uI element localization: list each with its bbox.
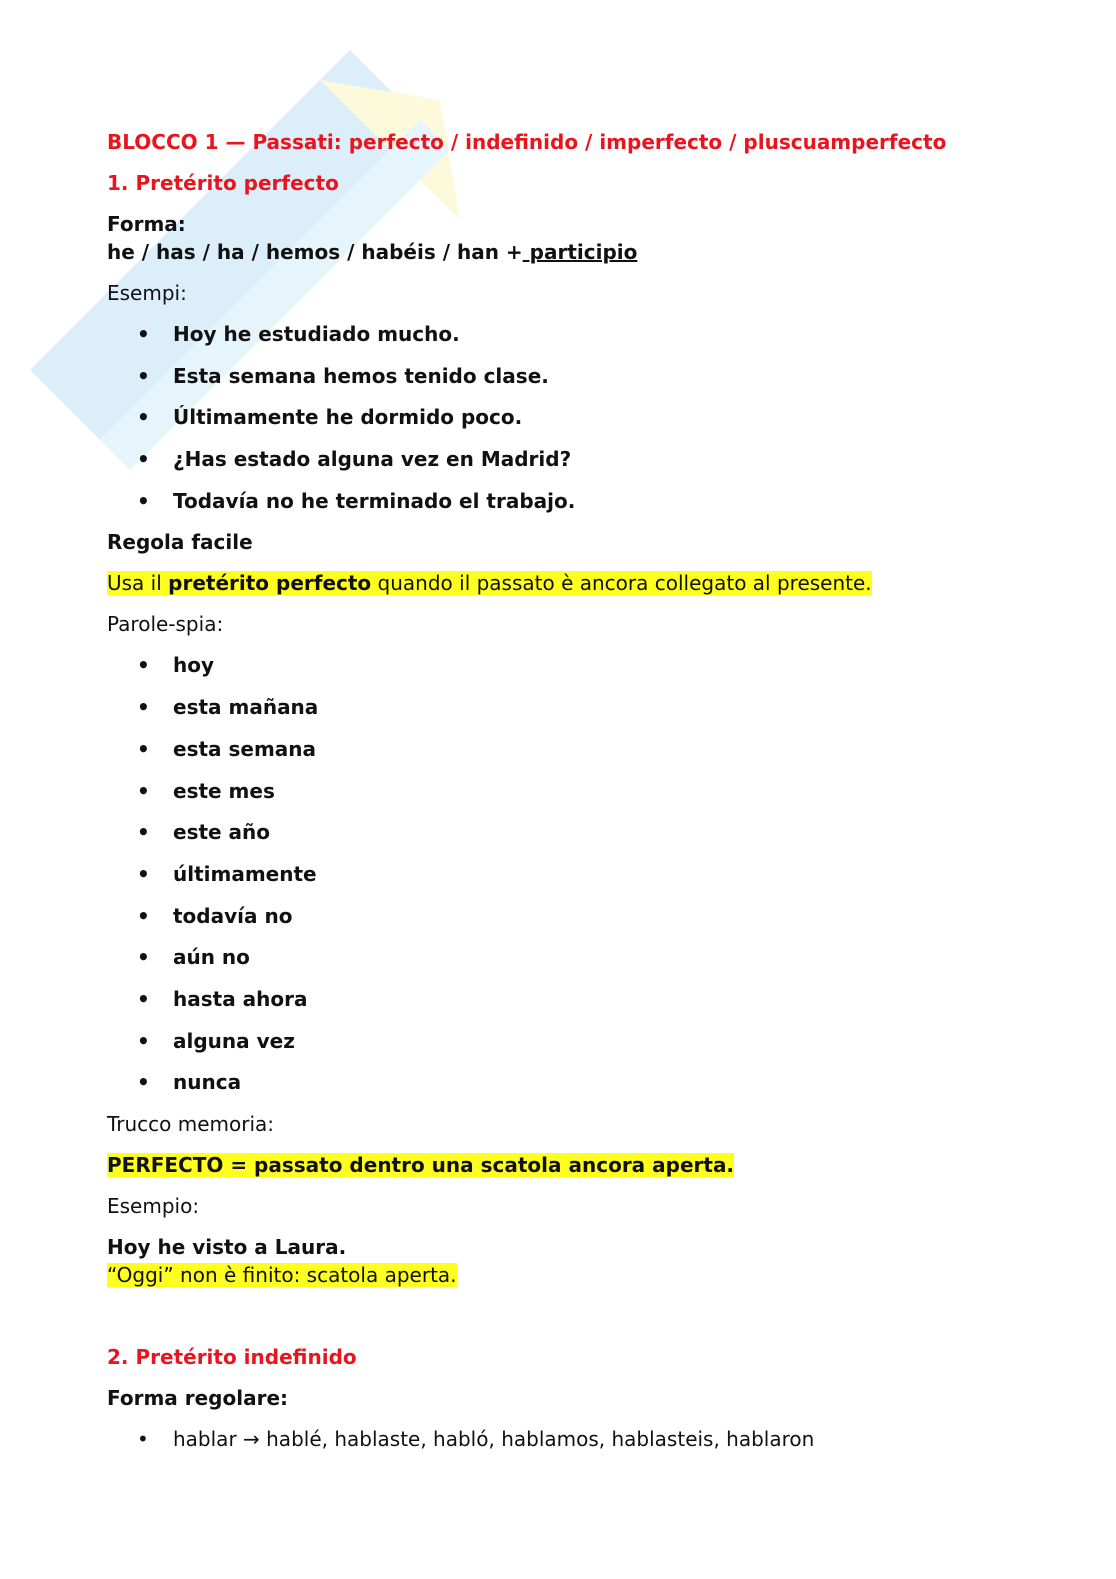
examples-list: [107, 320, 1027, 528]
bullet: •: [137, 945, 150, 970]
esempio-bold: Hoy he visto a Laura.: [107, 1235, 347, 1259]
list-item: [107, 445, 1027, 487]
list-item: [107, 362, 1027, 404]
conjugation-text: hablar → hablé, hablaste, habló, hablamos, hablasteis, hablaron: [173, 1427, 815, 1451]
list-item: [107, 1068, 1027, 1110]
parola-text: últimamente: [173, 861, 317, 886]
parola-text: hoy: [173, 653, 215, 678]
list-item: [107, 403, 1027, 445]
bullet: •: [137, 405, 150, 430]
bullet: •: [137, 695, 150, 720]
list-item: [107, 1425, 1027, 1467]
esempio-note: “Oggi” non è finito: scatola aperta.: [107, 1263, 457, 1287]
bullet: •: [137, 1028, 150, 1053]
example-text: Hoy he estudiado mucho.: [173, 322, 460, 346]
parola-text: esta mañana: [173, 695, 319, 720]
example-text: ¿Has estado alguna vez en Madrid?: [173, 447, 572, 472]
parola-text: aún no: [173, 945, 250, 970]
section-heading-indefinido: 2. Pretérito indefinido: [107, 1345, 357, 1369]
bullet: •: [137, 322, 150, 346]
list-item: [107, 818, 1027, 860]
regola-pre: Usa il: [107, 571, 169, 596]
parole-list: [107, 651, 1027, 1110]
bullet: •: [137, 1427, 149, 1451]
forma-line: [107, 238, 1027, 266]
bullet: •: [137, 820, 150, 845]
bullet: •: [137, 653, 150, 678]
forma-regolare-label: Forma regolare:: [107, 1386, 289, 1410]
list-item: [107, 693, 1027, 735]
parola-text: hasta ahora: [173, 986, 308, 1011]
bullet: •: [137, 488, 150, 513]
list-item: [107, 985, 1027, 1027]
list-item: [107, 902, 1027, 944]
list-item: [107, 320, 1027, 362]
example-text: Últimamente he dormido poco.: [173, 405, 523, 430]
esempio-label: Esempio:: [107, 1194, 200, 1218]
forma-text: he / has / ha / hemos / habéis / han +: [107, 240, 523, 264]
document-content: [107, 128, 1027, 1467]
esempio-note-line: [107, 1261, 1027, 1289]
bullet: •: [137, 903, 150, 928]
forma-label: Forma:: [107, 212, 186, 236]
bullet: •: [137, 986, 150, 1011]
esempi-label: Esempi:: [107, 281, 187, 305]
bullet: •: [137, 736, 150, 761]
section-heading-perfecto: 1. Pretérito perfecto: [107, 171, 339, 195]
trucco-text: PERFECTO = passato dentro una scatola ancora aperta.: [107, 1153, 735, 1177]
document-title: BLOCCO 1 — Passati: perfecto / indefinido / imperfecto / pluscuamperfecto: [107, 130, 947, 154]
parola-text: nunca: [173, 1070, 242, 1095]
parola-text: todavía no: [173, 903, 293, 928]
parole-label: Parole-spia:: [107, 612, 224, 637]
parola-text: esta semana: [173, 736, 317, 761]
list-item: [107, 1027, 1027, 1069]
list-item: [107, 777, 1027, 819]
bullet: •: [137, 778, 150, 803]
bullet: •: [137, 447, 150, 472]
regola-bold: pretérito perfecto: [168, 571, 372, 596]
list-item: [107, 487, 1027, 529]
indefinido-list: [107, 1425, 1027, 1467]
regola-label: Regola facile: [107, 530, 253, 555]
regola-line: [107, 569, 1027, 597]
forma-participio: participio: [522, 240, 638, 264]
regola-post: quando il passato è ancora collegato al presente.: [371, 571, 872, 596]
bullet: •: [137, 363, 150, 388]
bullet: •: [137, 861, 150, 886]
example-text: Todavía no he terminado el trabajo.: [173, 488, 576, 513]
parola-text: alguna vez: [173, 1028, 295, 1053]
list-item: [107, 651, 1027, 693]
example-text: Esta semana hemos tenido clase.: [173, 363, 549, 388]
list-item: [107, 735, 1027, 777]
list-item: [107, 860, 1027, 902]
trucco-label: Trucco memoria:: [107, 1112, 275, 1136]
list-item: [107, 943, 1027, 985]
trucco-line: [107, 1151, 1027, 1179]
parola-text: este mes: [173, 778, 275, 803]
parola-text: este año: [173, 820, 271, 845]
bullet: •: [137, 1070, 150, 1095]
